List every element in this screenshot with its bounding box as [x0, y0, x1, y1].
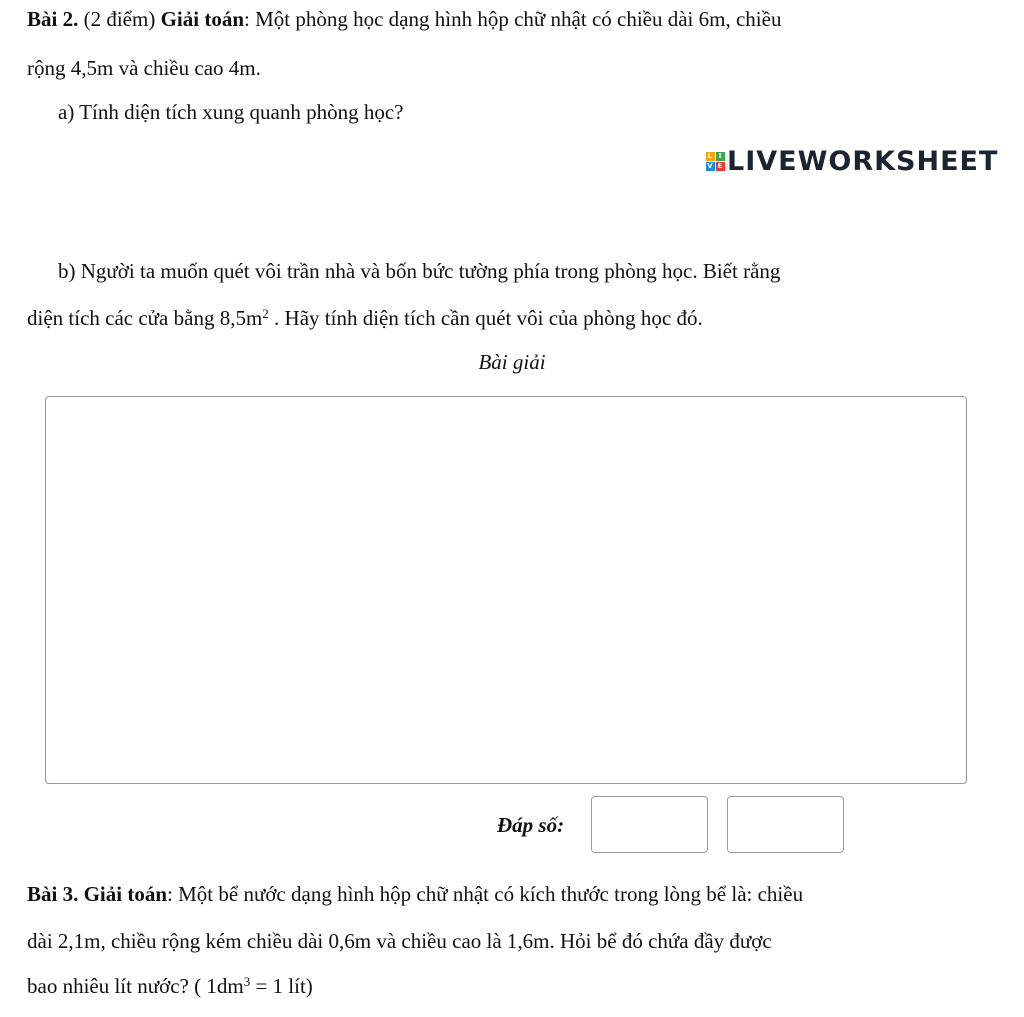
bai2-part-a: a) Tính diện tích xung quanh phòng học?	[58, 100, 404, 124]
bai2-part-b-line-2	[27, 304, 703, 332]
bai3-question-text: bao nhiêu lít nước? ( 1dm	[27, 974, 244, 998]
bai3-line-1	[27, 880, 803, 908]
bai2-part-b-text: diện tích các cửa bằng 8,5m	[27, 306, 263, 330]
answer-input-1[interactable]	[591, 796, 708, 853]
bai2-problem-text: : Một phòng học dạng hình hộp chữ nhật có chiều dài 6m, chiều	[244, 7, 782, 31]
bai2-points: (2 điểm)	[83, 7, 156, 31]
solution-label: Bài giải	[478, 350, 546, 374]
superscript-2: 2	[262, 306, 269, 321]
bai2-line-2: rộng 4,5m và chiều cao 4m.	[27, 56, 261, 80]
bai2-part-b-question: . Hãy tính diện tích cần quét vôi của phòng học đó.	[268, 306, 703, 330]
answer-label: Đáp số:	[497, 813, 565, 837]
bai2-part-b-line-1: b) Người ta muốn quét vôi trần nhà và bốn bức tường phía trong phòng học. Biết rằng	[58, 259, 781, 283]
bai3-problem-text: : Một bể nước dạng hình hộp chữ nhật có kích thước trong lòng bể là: chiều	[167, 882, 804, 906]
bai2-line-1	[27, 5, 781, 33]
superscript-3: 3	[243, 974, 251, 989]
bai3-line-3	[27, 972, 313, 1000]
answer-input-2[interactable]	[727, 796, 844, 853]
bai3-heading: Giải toán	[83, 882, 168, 906]
bai2-heading: Giải toán	[160, 7, 245, 31]
bai3-line-2: dài 2,1m, chiều rộng kém chiều dài 0,6m và chiều cao là 1,6m. Hỏi bể đó chứa đầy được	[27, 929, 772, 953]
solution-input-box[interactable]	[45, 396, 967, 784]
bai3-unit-note: = 1 lít)	[250, 974, 313, 998]
bai3-label: Bài 3.	[27, 882, 79, 906]
bai2-label: Bài 2.	[27, 7, 79, 31]
liveworksheets-logo-text: LIVEWORKSHEET	[727, 145, 999, 177]
liveworksheets-logo	[706, 146, 998, 176]
liveworksheets-logo-icon: L I V E	[707, 151, 724, 170]
